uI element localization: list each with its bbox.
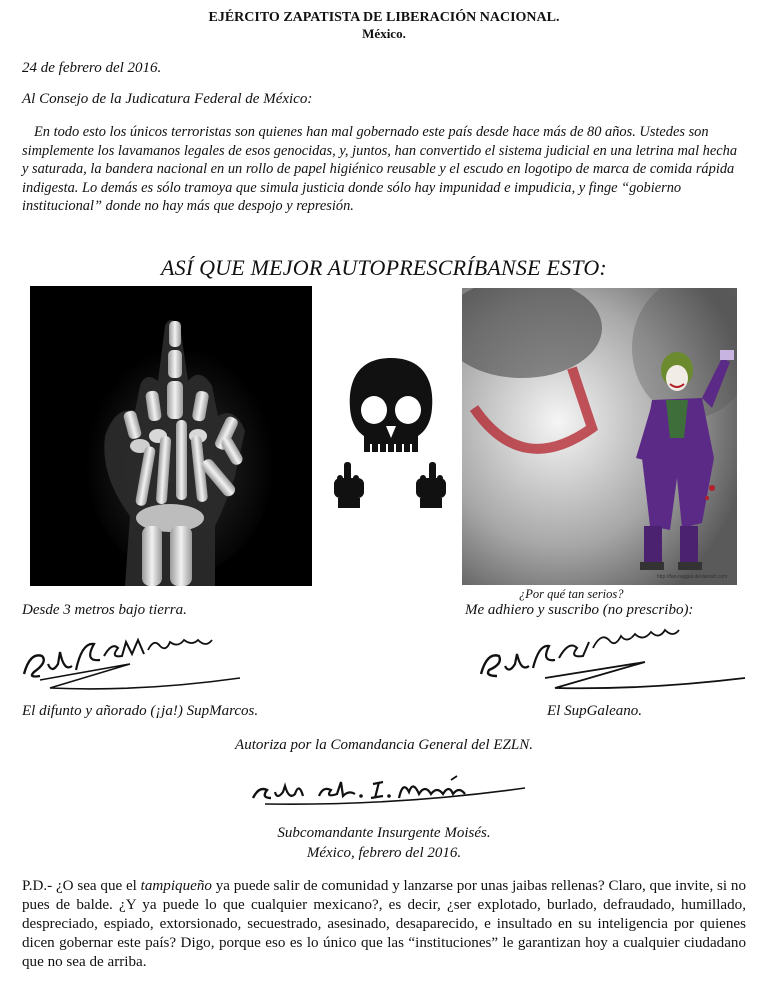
skull-image [326,352,456,512]
galeano-signature-text: SubCiGaleano [625,638,633,639]
moises-signature [245,772,535,812]
marcos-signature-icon [20,622,320,697]
letter-headline: ASÍ QUE MEJOR AUTOPRESCRÍBANSE ESTO: [161,255,607,280]
country-header: México. [362,26,406,41]
letter-body: En todo esto los únicos terroristas son quienes han mal gobernado este país desde hace más de 80 años. Ustedes son simplemente los lavamanos legales de esos genocidas, y, juntos, han convertido el sistema judicial en una letrina mal hecha y saturada, la bandera nacional en un rollo de papel higiénico reusable y el escudo en logotipo de marca de comida rápida indigesta. Lo demás es sólo tramoya que simula justicia donde sólo hay impunidad e impudicia, y finge “gobierno institucional” donde no hay más que despojo y represión. [22,124,738,215]
organization-header: EJÉRCITO ZAPATISTA DE LIBERACIÓN NACIONAL. [208,10,560,25]
skull-icon [326,352,456,512]
joker-watermark: http://fan-nagpal.deviantart.com [657,574,728,580]
postscript-emphasis: tampiqueño [140,878,212,894]
moises-signature-text: Sub cte. I. Moisés [305,780,314,781]
left-signature-line: Desde 3 metros bajo tierra. [22,602,187,618]
right-signature-line: Me adhiero y suscribo (no prescribo): [465,602,694,618]
moises-place-date: México, febrero del 2016. [306,845,462,861]
postscript-part-2: ya puede salir de comunidad y lanzarse por unas jaibas rellenas? Claro, que invite, si no pues de balde. ¿Y ya puede lo que cualquier mexicano?, es decir, ¿ser explotado, burlado, defraudado, humillado, despreciado, espiado, extorsionado, secuestrado, asesinado, desaparecido, e insultado en su inteligencia por quienes dicen gobernar este país? Digo, porque eso es lo único que las “instituciones” le garantizan hoy a cualquier ciudadano que no sea de arriba. [22,878,746,970]
postscript-part-1: P.D.- ¿O sea que el [22,878,141,894]
galeano-signature-icon [475,618,765,696]
hand-xray-icon [30,286,312,586]
galeano-signature [475,618,765,696]
letter-recipient: Al Consejo de la Judicatura Federal de México: [22,91,313,107]
joker-icon [462,288,737,585]
moises-signature-icon [245,772,535,812]
galeano-name: El SupGaleano. [547,703,642,719]
hand-xray-image [30,286,312,586]
joker-image [462,288,737,585]
authorization-line: Autoriza por la Comandancia General del EZLN. [235,737,533,753]
postscript [22,877,746,972]
marcos-signature [20,622,320,697]
marcos-name: El difunto y añorado (¡ja!) SupMarcos. [22,703,259,719]
moises-name: Subcomandante Insurgente Moisés. [277,825,491,841]
letter-date: 24 de febrero del 2016. [22,60,162,76]
marcos-signature-text: SubCiMarcos [150,648,157,649]
joker-caption: ¿Por qué tan serios? [519,587,624,601]
